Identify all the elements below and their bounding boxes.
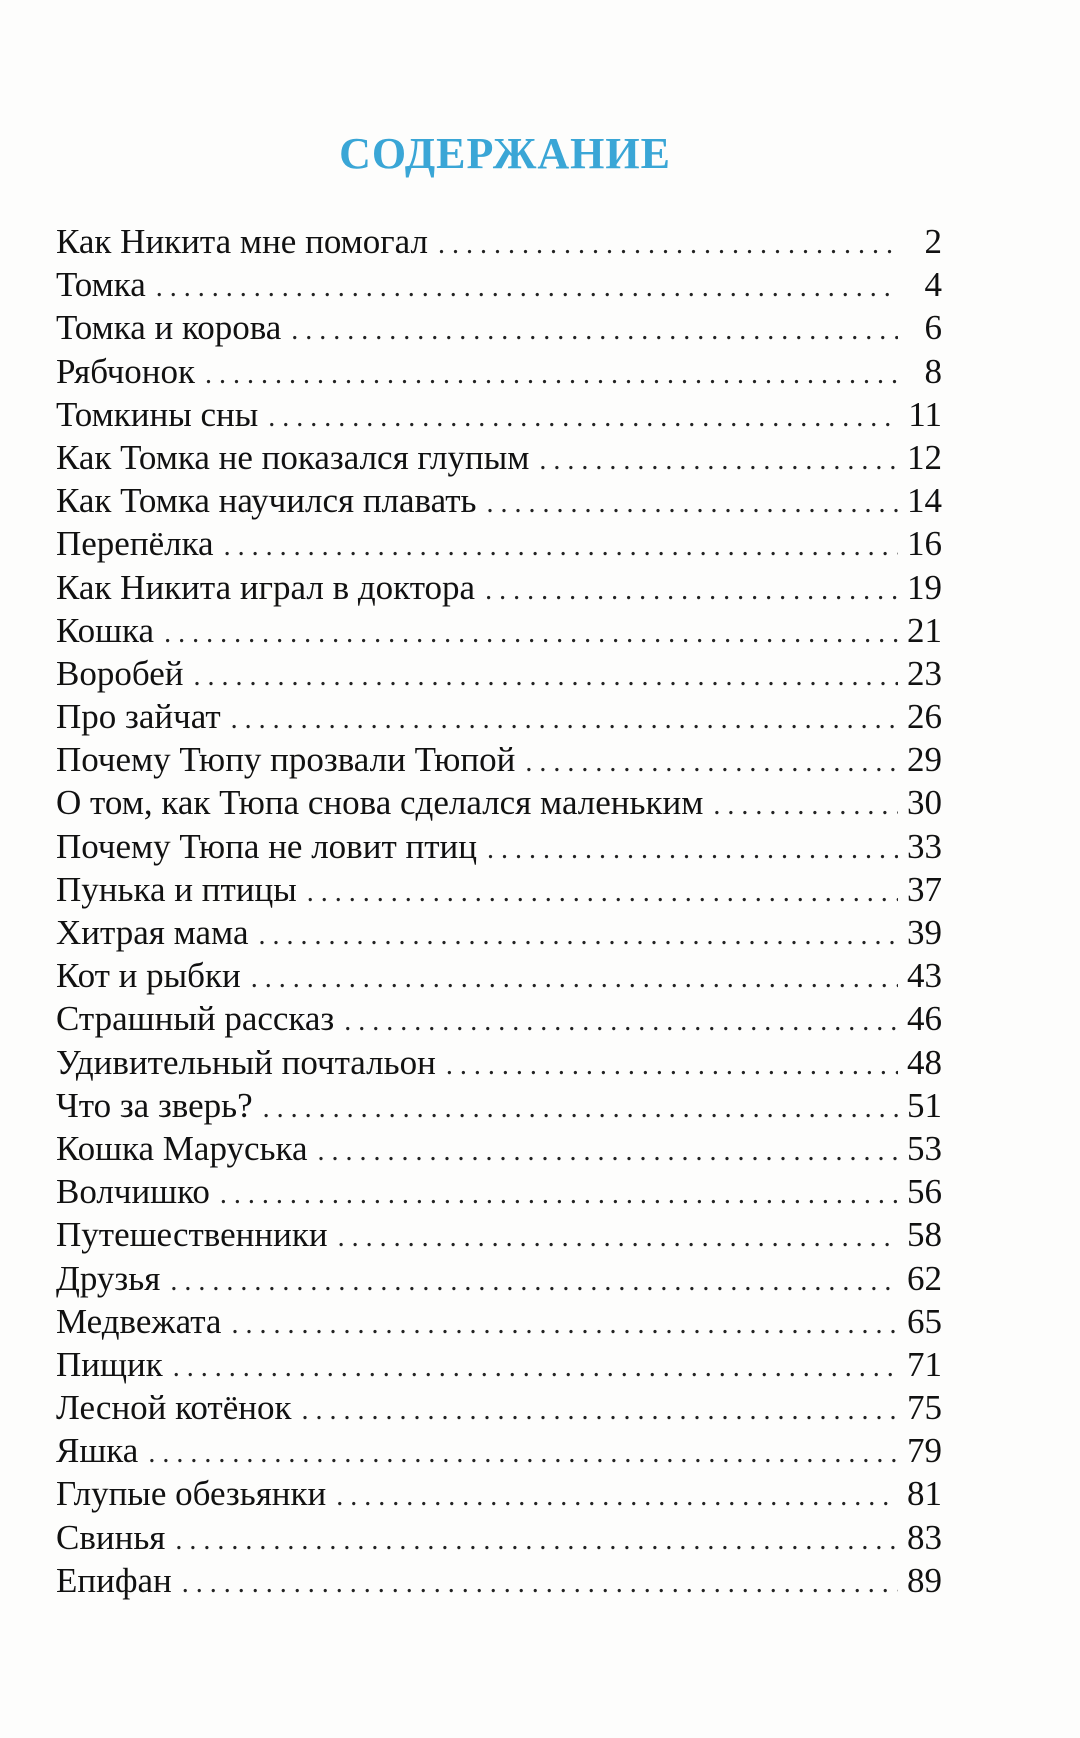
toc-entry-title: Страшный рассказ <box>56 999 335 1039</box>
toc-entry-page-number: 33 <box>907 826 942 866</box>
dot-leader <box>156 272 898 304</box>
toc-entry <box>56 265 942 308</box>
toc-entry-page-number: 37 <box>907 869 942 909</box>
toc-entry-page-number: 83 <box>907 1517 942 1557</box>
toc-entry-page-number: 23 <box>907 653 942 693</box>
toc-entry <box>56 697 942 740</box>
toc-entry-page-number: 75 <box>907 1388 942 1428</box>
dot-leader <box>344 1006 898 1038</box>
toc-entry-page-number: 26 <box>907 697 942 737</box>
toc-entry-page-number: 81 <box>907 1474 942 1514</box>
dot-leader <box>193 661 898 693</box>
dot-leader <box>263 1093 898 1125</box>
dot-leader <box>170 1266 898 1298</box>
toc-entry-page-number: 21 <box>907 610 942 650</box>
toc-entry <box>56 1129 942 1172</box>
dot-leader <box>205 359 898 391</box>
toc-entry-title: Лесной котёнок <box>56 1388 292 1428</box>
toc-entry <box>56 1431 942 1474</box>
toc-entry-page-number: 16 <box>907 524 942 564</box>
toc-entry-title: Глупые обезьянки <box>56 1474 327 1514</box>
toc-entry-title: Томка и корова <box>56 308 282 348</box>
toc-entry <box>56 1302 942 1345</box>
toc-entry-title: Свинья <box>56 1517 166 1557</box>
toc-entry-page-number: 56 <box>907 1172 942 1212</box>
toc-entry <box>56 827 942 870</box>
toc-entry-page-number: 71 <box>907 1344 942 1384</box>
toc-entry-page-number: 11 <box>908 394 942 434</box>
toc-entry <box>56 1259 942 1302</box>
toc-entry-page-number: 2 <box>924 222 942 261</box>
toc-entry-title: Томкины сны <box>56 394 259 434</box>
dot-leader <box>231 704 898 736</box>
toc-entry-page-number: 43 <box>907 956 942 996</box>
toc-entry <box>56 654 942 697</box>
dot-leader <box>539 445 898 477</box>
toc-entry-title: Волчишко <box>56 1172 210 1212</box>
toc-entry <box>56 870 942 913</box>
toc-entry-page-number: 30 <box>907 783 942 823</box>
dot-leader <box>336 1481 898 1513</box>
toc-entry-title: О том, как Тюпа снова сделался маленьким <box>56 783 704 823</box>
toc-entry-page-number: 79 <box>907 1431 942 1471</box>
toc-entry-page-number: 14 <box>907 481 942 521</box>
dot-leader <box>164 618 898 650</box>
toc-entry-page-number: 12 <box>907 437 942 477</box>
toc-entry-page-number: 6 <box>924 308 942 348</box>
toc-entry-title: Как Никита мне помогал <box>56 222 428 261</box>
toc-entry-page-number: 51 <box>907 1085 942 1125</box>
toc-entry-title: Почему Тюпа не ловит птиц <box>56 826 477 866</box>
toc-entry-title: Воробей <box>56 653 184 693</box>
toc-entry-page-number: 62 <box>907 1258 942 1298</box>
toc-entry-title: Медвежата <box>56 1301 222 1341</box>
dot-leader <box>713 790 898 822</box>
dot-leader <box>485 575 898 607</box>
toc-entry <box>56 913 942 956</box>
dot-leader <box>318 1136 898 1168</box>
dot-leader <box>438 229 898 261</box>
toc-entry-page-number: 53 <box>907 1128 942 1168</box>
dot-leader <box>301 1395 898 1427</box>
toc-entry-page-number: 29 <box>907 740 942 780</box>
toc-entry <box>56 395 942 438</box>
toc-entry-page-number: 19 <box>907 567 942 607</box>
dot-leader <box>446 1050 898 1082</box>
toc-entry <box>56 740 942 783</box>
toc-entry-page-number: 8 <box>924 351 942 391</box>
toc-entry <box>56 1043 942 1086</box>
dot-leader <box>487 488 898 520</box>
toc-entry-title: Яшка <box>56 1431 139 1471</box>
toc-entry-title: Томка <box>56 265 146 305</box>
toc-entry <box>56 611 942 654</box>
toc-entry-page-number: 89 <box>907 1560 942 1600</box>
toc-entry <box>56 1518 942 1561</box>
toc-entry-title: Пунька и птицы <box>56 869 297 909</box>
toc-entry <box>56 1215 942 1258</box>
toc-entry <box>56 1474 942 1517</box>
toc-entry <box>56 1345 942 1388</box>
toc-entry-page-number: 65 <box>907 1301 942 1341</box>
dot-leader <box>173 1352 898 1384</box>
dot-leader <box>224 531 898 563</box>
toc-entry <box>56 524 942 567</box>
toc-entry-title: Почему Тюпу прозвали Тюпой <box>56 740 516 780</box>
toc-entry-title: Про зайчат <box>56 697 221 737</box>
dot-leader <box>148 1438 898 1470</box>
toc-entry-page-number: 46 <box>907 999 942 1039</box>
toc-entry-title: Пищик <box>56 1344 163 1384</box>
toc-entry-title: Хитрая мама <box>56 913 249 952</box>
toc-entry-title: Кошка <box>56 610 155 650</box>
toc-entry-page-number: 58 <box>907 1215 942 1255</box>
dot-leader <box>487 834 898 866</box>
toc-entry-title: Как Томка не показался глупым <box>56 437 530 477</box>
dot-leader <box>231 1309 898 1341</box>
toc-entry <box>56 568 942 611</box>
toc-entry-title: Рябчонок <box>56 351 196 391</box>
toc-entry <box>56 222 942 265</box>
toc-entry-title: Как Томка научился плавать <box>56 481 477 521</box>
toc-entry-title: Друзья <box>56 1258 161 1298</box>
toc-entry-page-number: 4 <box>924 265 942 305</box>
toc-entry <box>56 1086 942 1129</box>
dot-leader <box>268 402 898 434</box>
table-of-contents <box>56 222 942 1604</box>
toc-entry <box>56 1388 942 1431</box>
toc-entry <box>56 1172 942 1215</box>
toc-entry-page-number: 39 <box>907 913 942 952</box>
toc-entry-title: Как Никита играл в доктора <box>56 567 476 607</box>
toc-entry <box>56 481 942 524</box>
toc-entry <box>56 308 942 351</box>
dot-leader <box>220 1179 898 1211</box>
dot-leader <box>307 877 898 909</box>
dot-leader <box>175 1525 898 1557</box>
toc-entry-title: Удивительный почтальон <box>56 1042 436 1082</box>
dot-leader <box>525 747 898 779</box>
toc-entry-title: Епифан <box>56 1560 172 1600</box>
dot-leader <box>338 1222 898 1254</box>
dot-leader <box>291 315 898 347</box>
dot-leader <box>259 920 899 952</box>
dot-leader <box>182 1568 898 1600</box>
toc-entry <box>56 1561 942 1604</box>
toc-entry-title: Что за зверь? <box>56 1085 253 1125</box>
toc-entry-title: Перепёлка <box>56 524 214 564</box>
toc-entry <box>56 999 942 1042</box>
toc-entry <box>56 352 942 395</box>
toc-entry-title: Кот и рыбки <box>56 956 241 996</box>
toc-entry <box>56 956 942 999</box>
toc-entry-page-number: 48 <box>907 1042 942 1082</box>
page-title: СОДЕРЖАНИЕ <box>339 129 671 178</box>
toc-entry <box>56 438 942 481</box>
toc-entry-title: Путешественники <box>56 1215 328 1255</box>
toc-entry-title: Кошка Маруська <box>56 1128 308 1168</box>
dot-leader <box>251 963 898 995</box>
toc-entry <box>56 783 942 826</box>
